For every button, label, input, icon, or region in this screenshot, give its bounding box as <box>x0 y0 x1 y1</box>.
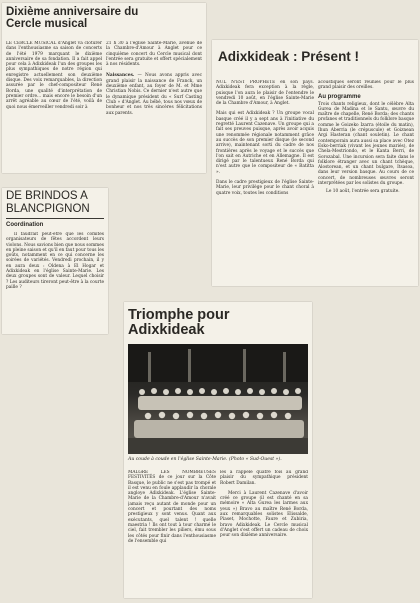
article-dixieme-anniversaire <box>2 3 206 173</box>
article4-column-1 <box>128 470 216 594</box>
article2-body-intro: NUL N'EST PROPHÈTE en son pays. Adixkideak fera exception à la règle, puisque l'on aura le plaisir de l'entendre le vendredi 10 août, en l'église Sainte-Marie de la Chambre d'Amour, à Anglet. <box>216 80 314 107</box>
headline-triomphe: Triomphe pour Adixkideak <box>128 307 230 339</box>
article2-column-2 <box>318 80 414 282</box>
headline-dixieme-anniversaire: Dixième anniversaire du Cercle musical <box>6 6 139 31</box>
article1-column-1 <box>6 41 102 171</box>
article4-body-left: MALGRÉ LES NOMBREUSES FESTIVITÉS de ce jour sur la Côte Basque, le public ne s'est pas trompé et il est venu en foule applaudir la chorale angloye Adixkideak. L'église Sainte-Marie de la Chambre-d'Amour n'avait jamais reçu autant de monde pour un concert et pourtant des noms prestigieux y sont venus. Quant aux exécutants, quel talent ! quelle maestria ! Ils ont tout à tour charmé le ciel, fait trembler les piliers, ému sous les côtés pour finir dans l'enthousiasme de l'ensemble qui <box>128 470 216 544</box>
article-triomphe <box>124 302 312 598</box>
article2-body-programme: Trois chants religieux, dont le célèbre Alta Gurea de Madina et le Santu, œuvre du maître de chapelle, René Borda; des chants profanes et traditionnels du folklore basque comme le Goizeko Izarra (étoile du matin), Ihun Aberria (le crépuscule) et Goiznean Argi Hasteran (chant souletin). Le chant contemporain aura aussi sa place avec Otez Esko-berriak (vivant les jeunes mariés), de Chela-Mestriondo, et le Kanta Berri, de Sorozabal. Une incursion sera faite dans le folklore étranger avec un chant tchèque, Alostorean, et un chant bulgare, Itsasoa, dans leur version basque. Au cours de ce concert, de nombreuses œuvres seront interprétées par les solistes du groupe. <box>318 101 414 187</box>
photo-caption: Au coude à coude en l'église Sainte-Marie. (Photo « Sud-Ouest »). <box>128 457 282 462</box>
article4-column-2 <box>220 470 308 594</box>
article1-column-2 <box>106 41 202 171</box>
coordination-subhead: Coordination <box>6 222 44 228</box>
article2-body-entry: Le 10 août, l'entrée sera gratuite. <box>326 189 400 195</box>
article1-body-left: LE CERCLE MUSICAL d'Anglet va clôturer dans l'enthousiasme sa saison de concerts de l'été 1979 marquant le dixième anniversaire de sa fondation. Il a fait appel pour cela à Adixkideak l'un des groupes les plus sympathiques de notre région qui enregistre actuellement son deuxième disque. Des voix remarquables, la direction assurée par le chef-compositeur René Borda, une qualité d'interprétation de premier ordre... mais encore le besoin d'un arrêt agréable au cœur de l'été, voilà de quoi nous émerveiller vendredi soir à <box>6 41 102 110</box>
article3-column <box>6 232 104 330</box>
choir-photo <box>128 344 308 454</box>
article2-body-venue: Dans le cadre prestigieux de l'église Sainte-Marie, leur privilège pour le chant choral à quatre voix, toutes les conditions <box>216 180 314 196</box>
headline-adixkideak-present: Adixkideak : Présent ! <box>218 49 360 64</box>
article2-column-1 <box>216 80 314 282</box>
article1-body-right-top: 21 h 30 à l'église Sainte-Marie, avenue de la Chambre-d'Amour à Anglet pour ce cinquième concert du Cercle musical dont l'entrée sera gratuite et offert spécialement à nos résidents. <box>106 41 202 68</box>
headline-rule <box>6 218 104 219</box>
headline-brindos-blancpignon: DE BRINDOS A BLANCPIGNON <box>6 190 90 215</box>
article-brindos-blancpignon <box>2 188 108 334</box>
article3-body: Il faudrait peut-être que les comités organisateurs de fêtes accordent leurs violons. Nous savions bien que nous sommes en pleine saison et qu'il en faut pour tous les goûts, notamment en ce qui concerne les soirées de variétés. Vendredi prochain, il y en aura deux : Oldena à El Hogar et Adixkideak en l'église Sainte-Marie. Les deux groupes sont de valeur. Lequel choisir ? Les auditeurs tireront peut-être à la courte paille ? <box>6 232 104 290</box>
choir-photo-image <box>128 344 308 454</box>
article2-body-who: Mais qui est Adixkideak ? Un groupe vocal basque créé il y a sept ans à l'initiative du regretté Laurent Cazenave. Un groupe qui a fait ses preuves puisque, après avoir acquis une renommée régionale notamment grâce au succès de son premier disque (le second arrive), maintenant sorti du cadre de nos frontières après le voyage et le succès que l'on sait en Autriche et en Allemagne. Il est dirigé par le talentueux René Borda qui n'est autre que le compositeur de « Batitta ». <box>216 111 314 175</box>
programme-subhead: Au programme <box>318 93 361 100</box>
naissances-lead: Naissances. <box>106 73 135 79</box>
article4-body-right-bottom: Merci à Laurent Cazenave d'avoir créé ce groupe (il est chanté en sa mémoire « Alta Gurea les larmes aux yeux ») Bravo au maître René Borda, aux remarquables solistes Elissalde, Piaset, Mochotte, Faure et Zubiria, bravo Adixkideak. Le Cercle musical d'Anglet s'est offert un cadeau de choix pour son dixième anniversaire. <box>220 490 308 539</box>
article-adixkideak-present <box>212 40 418 286</box>
article1-body-right-bottom: — Nous avons appris avec grand plaisir la naissance de Franck, un deuxième enfant, au foyer de M. et Mme Christian Nobis. Ce dernier n'est autre que le dynamique président du « Surf Casting Club » d'Anglet. Au bébé, tous nos vœux de bonheur et nos très sincères félicitations aux parents. <box>106 73 202 116</box>
article2-body-acoustics: acoustiques seront réunies pour le plus grand plaisir des oreilles. <box>318 80 414 91</box>
article4-body-right-top: les a rappelé quatre fois au grand plaisir du sympathique président Robert Damilan. <box>220 470 308 486</box>
